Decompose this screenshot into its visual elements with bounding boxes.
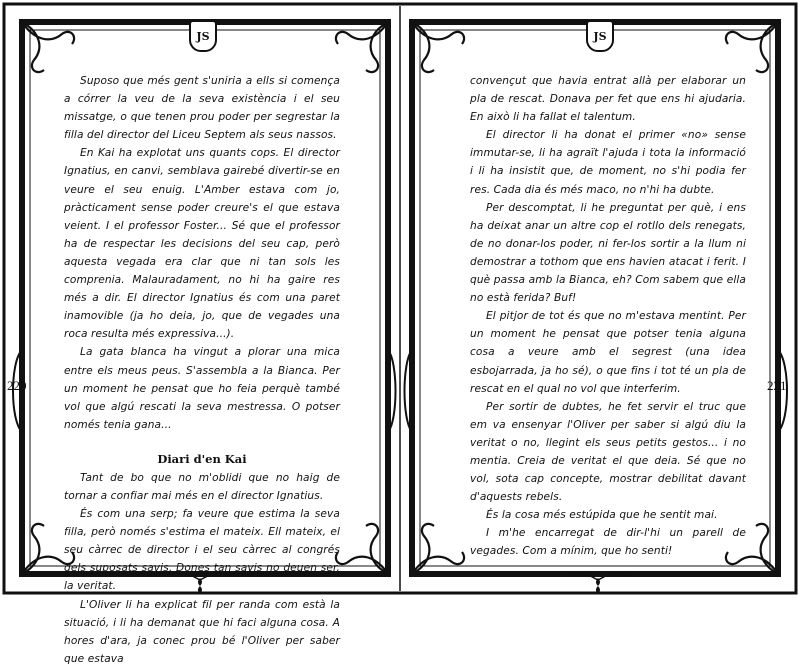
monogram-emblem-right: [586, 20, 614, 52]
paragraph: El director li ha donat el primer «no» sense immutar-se, li ha agraït l'ajuda i tota la informació i li ha insistit que, de moment, no s'hi podia fer res. Cada dia és més maco, no n'hi ha dubte.: [470, 129, 746, 196]
paragraph: El pitjor de tot és que no m'estava mentint. Per un moment he pensat que potser tenia alguna cosa a veure amb el segrest (una idea esbojarrada, ja ho sé), o que fins i tot té un pla de rescat en el qual no vol que interferim.: [470, 310, 746, 395]
paragraph: Suposo que més gent s'uniria a ells si comença a córrer la veu de la seva existència i el seu missatge, o que tenen prou poder per segrestar la filla del director del Liceu Septem als seus nassos.: [64, 75, 340, 142]
page-number-left: 220: [7, 378, 27, 393]
paragraph: convençut que havia entrat allà per elaborar un pla de rescat. Donava per fet que ens hi ajudaria. En això li ha fallat el talentum.: [470, 75, 746, 124]
paragraph: Per sortir de dubtes, he fet servir el truc que em va ensenyar l'Oliver per saber si algú diu la veritat o no, llegint els seus petits gestos... i no mentia. Creia de veritat el que deia. Sé que no vol, sota cap concepte, mostrar debilitat davant d'aquests rebels.: [470, 400, 746, 504]
paragraph: Tant de bo que no m'oblidi que no haig de tornar a confiar mai més en el director Ignatius.: [64, 471, 340, 502]
paragraph: És com una serp; fa veure que estima la seva filla, però només s'estima el mateix. Ell mateix, el seu càrrec de director i el seu càrrec al congrés dels suposats savis. Dones tan savis no deuen ser, la veritat.: [64, 508, 340, 593]
monogram-text: JS: [593, 29, 607, 43]
section-title: Diari d'en Kai: [157, 451, 247, 466]
monogram-text: JS: [196, 29, 210, 43]
paragraph: Per descomptat, li he preguntat per què, i ens ha deixat anar un altre cop el rotllo dels renegats, de no donar-los poder, ni fer-los sortir a la llum ni demostrar a tothom que ens havien atacat i ferit. I què passa amb la Bianca, eh? Com sabem que ella no està ferida? Buf!: [470, 201, 746, 305]
page-number-right: 221: [767, 378, 787, 393]
left-page-text: [64, 72, 340, 668]
paragraph: És la cosa més estúpida que he sentit mai.: [486, 509, 718, 522]
right-page-text: [470, 72, 746, 561]
paragraph: En Kai ha explotat uns quants cops. El director Ignatius, en canvi, semblava gairebé divertir-se en veure el seu enuig. L'Amber estava com jo, pràcticament sense poder creure's el que estava veient. I el professor Foster... Sé que el professor ha de respectar les decisions del seu cap, però aquesta vegada era clar que ni tan sols les comprenia. Malauradament, no hi ha gaire res més a dir. El director Ignatius és com una paret inamovible (ja ho deia, jo, que de vegades una roca resulta més expressiva...).: [64, 147, 340, 341]
paragraph: I m'he encarregat de dir-l'hi un parell de vegades. Com a mínim, que ho senti!: [470, 527, 746, 558]
paragraph: L'Oliver li ha explicat fil per randa com està la situació, i li ha demanat que hi faci alguna cosa. A hores d'ara, ja conec prou bé l'Oliver per saber que estava: [64, 598, 340, 665]
monogram-emblem-left: [189, 20, 217, 52]
paragraph: La gata blanca ha vingut a plorar una mica entre els meus peus. S'assembla a la Bianca. Per un moment he pensat que ho feia perquè també vol que algú rescati la seva mestressa. O potser només tenia gana...: [64, 346, 340, 431]
